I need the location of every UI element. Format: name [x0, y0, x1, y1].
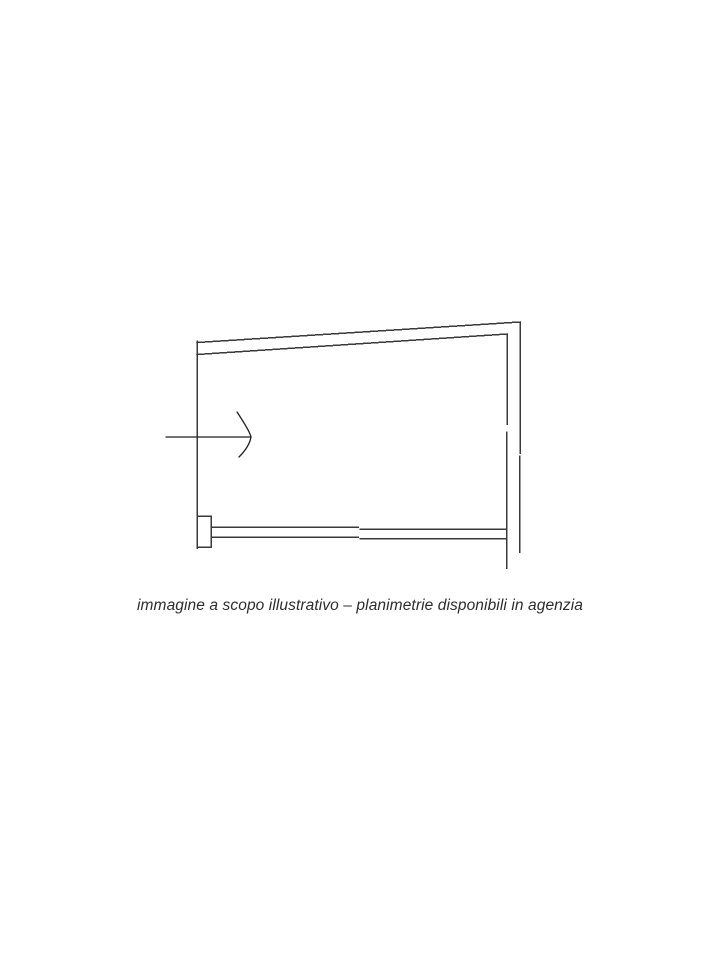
wall-top-outer — [197, 322, 520, 343]
pillar-notch — [197, 516, 211, 547]
room-walls — [197, 322, 520, 568]
wall-top-inner — [197, 334, 507, 355]
entrance-arrow — [166, 412, 251, 457]
wall-bottom-lower-line — [211, 537, 505, 539]
entrance-arrow-chevron — [237, 412, 251, 457]
illustrative-caption: immagine a scopo illustrativo – planimetrie disponibili in agenzia — [137, 597, 583, 614]
wall-bottom-upper-line — [211, 527, 506, 529]
